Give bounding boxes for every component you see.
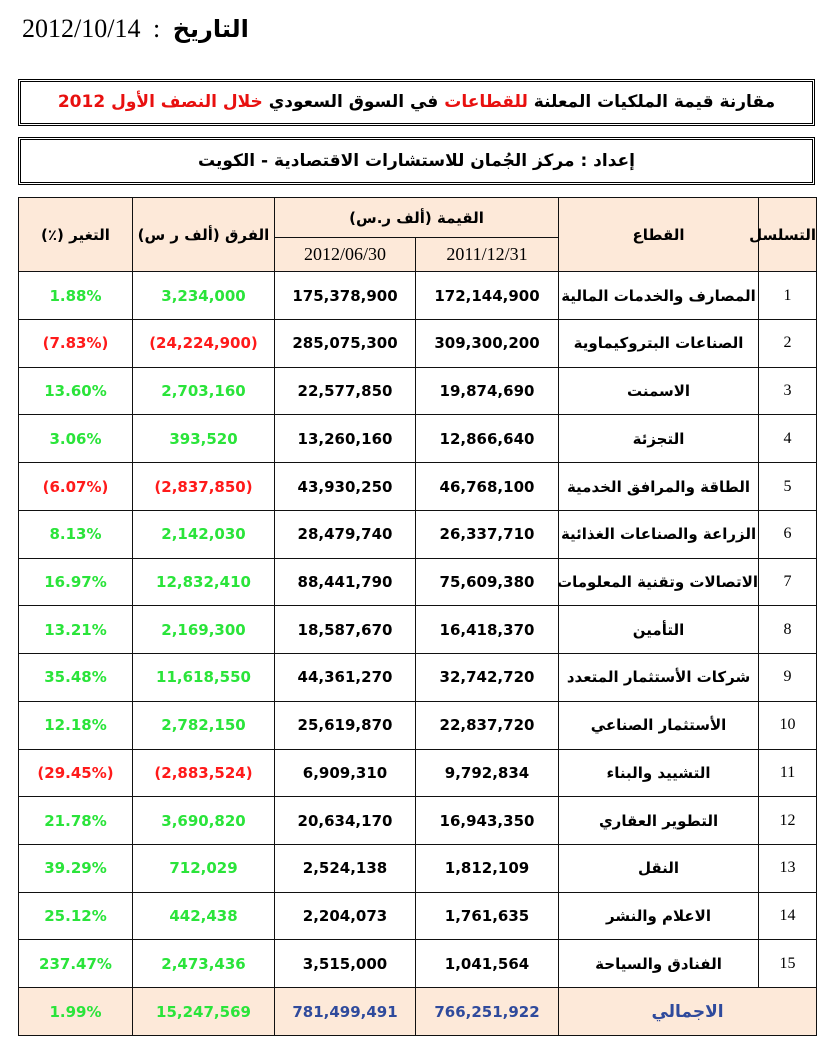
change-cell: 237.47% <box>19 940 133 988</box>
table-row <box>19 845 817 893</box>
diff-cell: (2,883,524) <box>133 749 275 797</box>
table-row <box>19 463 817 511</box>
value-2011-cell: 26,337,710 <box>416 510 559 558</box>
value-2011-cell: 32,742,720 <box>416 654 559 702</box>
value-2012-cell: 28,479,740 <box>275 510 416 558</box>
change-cell: (29.45%) <box>19 749 133 797</box>
table-row <box>19 797 817 845</box>
sector-cell: النقل <box>559 845 759 893</box>
value-2011-cell: 19,874,690 <box>416 367 559 415</box>
sector-cell: شركات الأستثمار المتعدد <box>559 654 759 702</box>
sector-cell: الزراعة والصناعات الغذائية <box>559 510 759 558</box>
change-cell: 25.12% <box>19 892 133 940</box>
diff-cell: 2,142,030 <box>133 510 275 558</box>
value-2012-cell: 285,075,300 <box>275 319 416 367</box>
change-cell: 16.97% <box>19 558 133 606</box>
seq-cell: 7 <box>759 558 817 606</box>
sector-cell: التجزئة <box>559 415 759 463</box>
seq-cell: 5 <box>759 463 817 511</box>
diff-cell: 2,169,300 <box>133 606 275 654</box>
value-2012-cell: 2,204,073 <box>275 892 416 940</box>
table-row <box>19 272 817 320</box>
seq-cell: 11 <box>759 749 817 797</box>
title-part-1: مقارنة قيمة الملكيات المعلنة <box>527 92 776 112</box>
change-cell: 12.18% <box>19 701 133 749</box>
report-source <box>18 137 815 185</box>
diff-cell: 2,782,150 <box>133 701 275 749</box>
seq-cell: 8 <box>759 606 817 654</box>
value-2012-cell: 2,524,138 <box>275 845 416 893</box>
sector-cell: الفنادق والسياحة <box>559 940 759 988</box>
total-row <box>19 988 817 1036</box>
diff-cell: 393,520 <box>133 415 275 463</box>
value-2011-cell: 309,300,200 <box>416 319 559 367</box>
value-2011-cell: 172,144,900 <box>416 272 559 320</box>
total-label-cell: الاجمالي <box>559 988 817 1036</box>
seq-cell: 3 <box>759 367 817 415</box>
header-diff: الفرق (ألف ر س) <box>133 198 275 272</box>
change-cell: 13.60% <box>19 367 133 415</box>
change-cell: 8.13% <box>19 510 133 558</box>
value-2011-cell: 1,761,635 <box>416 892 559 940</box>
table-row <box>19 654 817 702</box>
diff-cell: (2,837,850) <box>133 463 275 511</box>
sector-cell: الاعلام والنشر <box>559 892 759 940</box>
value-2012-cell: 44,361,270 <box>275 654 416 702</box>
sector-cell: الاسمنت <box>559 367 759 415</box>
seq-cell: 2 <box>759 319 817 367</box>
title-part-4: خلال النصف الأول 2012 <box>57 92 263 112</box>
seq-cell: 15 <box>759 940 817 988</box>
change-cell: 39.29% <box>19 845 133 893</box>
table-row <box>19 892 817 940</box>
diff-cell: 3,234,000 <box>133 272 275 320</box>
change-cell: 1.88% <box>19 272 133 320</box>
header-date-2012: 2012/06/30 <box>275 238 416 272</box>
diff-cell: (24,224,900) <box>133 319 275 367</box>
date-value: 2012/10/14 <box>22 14 141 43</box>
value-2011-cell: 22,837,720 <box>416 701 559 749</box>
table-row <box>19 367 817 415</box>
value-2012-cell: 3,515,000 <box>275 940 416 988</box>
value-2012-cell: 20,634,170 <box>275 797 416 845</box>
diff-cell: 2,703,160 <box>133 367 275 415</box>
title-part-2: للقطاعات <box>444 92 528 112</box>
table-row <box>19 319 817 367</box>
table-body <box>19 198 817 1036</box>
change-cell: 21.78% <box>19 797 133 845</box>
diff-cell: 2,473,436 <box>133 940 275 988</box>
value-2012-cell: 43,930,250 <box>275 463 416 511</box>
table-row <box>19 415 817 463</box>
diff-cell: 3,690,820 <box>133 797 275 845</box>
report-title <box>18 79 815 126</box>
sector-cell: الأستثمار الصناعي <box>559 701 759 749</box>
total-change-cell: 1.99% <box>19 988 133 1036</box>
date-label: التاريخ <box>172 15 249 43</box>
value-2012-cell: 6,909,310 <box>275 749 416 797</box>
change-cell: 13.21% <box>19 606 133 654</box>
change-cell: 35.48% <box>19 654 133 702</box>
diff-cell: 442,438 <box>133 892 275 940</box>
seq-cell: 10 <box>759 701 817 749</box>
sector-cell: التأمين <box>559 606 759 654</box>
value-2011-cell: 46,768,100 <box>416 463 559 511</box>
value-2011-cell: 12,866,640 <box>416 415 559 463</box>
seq-cell: 9 <box>759 654 817 702</box>
table-row <box>19 701 817 749</box>
date-colon: : <box>152 14 161 43</box>
total-diff-cell: 15,247,569 <box>133 988 275 1036</box>
table-row <box>19 558 817 606</box>
value-2011-cell: 9,792,834 <box>416 749 559 797</box>
value-2012-cell: 13,260,160 <box>275 415 416 463</box>
sector-cell: الاتصالات وتقنية المعلومات <box>559 558 759 606</box>
sector-cell: الطاقة والمرافق الخدمية <box>559 463 759 511</box>
value-2012-cell: 88,441,790 <box>275 558 416 606</box>
table-row <box>19 749 817 797</box>
value-2012-cell: 18,587,670 <box>275 606 416 654</box>
seq-cell: 4 <box>759 415 817 463</box>
header-value: القيمة (ألف ر.س) <box>275 198 559 238</box>
header-row-top <box>19 198 817 238</box>
seq-cell: 6 <box>759 510 817 558</box>
table-row <box>19 510 817 558</box>
value-2011-cell: 75,609,380 <box>416 558 559 606</box>
seq-cell: 1 <box>759 272 817 320</box>
seq-cell: 13 <box>759 845 817 893</box>
diff-cell: 12,832,410 <box>133 558 275 606</box>
total-value-2011-cell: 766,251,922 <box>416 988 559 1036</box>
total-value-2012-cell: 781,499,491 <box>275 988 416 1036</box>
table-row <box>19 940 817 988</box>
title-part-3: في السوق السعودي <box>262 92 445 112</box>
value-2011-cell: 1,041,564 <box>416 940 559 988</box>
value-2011-cell: 16,418,370 <box>416 606 559 654</box>
seq-cell: 12 <box>759 797 817 845</box>
header-change: التغير (٪) <box>19 198 133 272</box>
change-cell: (6.07%) <box>19 463 133 511</box>
sector-cell: التطوير العقاري <box>559 797 759 845</box>
change-cell: 3.06% <box>19 415 133 463</box>
value-2012-cell: 25,619,870 <box>275 701 416 749</box>
sector-cell: التشييد والبناء <box>559 749 759 797</box>
header-sector: القطاع <box>559 198 759 272</box>
diff-cell: 712,029 <box>133 845 275 893</box>
source-text: إعداد : مركز الجُمان للاستشارات الاقتصادية - الكويت <box>198 151 635 171</box>
change-cell: (7.83%) <box>19 319 133 367</box>
diff-cell: 11,618,550 <box>133 654 275 702</box>
header-date-2011: 2011/12/31 <box>416 238 559 272</box>
value-2011-cell: 1,812,109 <box>416 845 559 893</box>
header-seq: التسلسل <box>759 198 817 272</box>
sector-cell: المصارف والخدمات المالية <box>559 272 759 320</box>
value-2011-cell: 16,943,350 <box>416 797 559 845</box>
sector-comparison-table <box>18 197 817 1036</box>
seq-cell: 14 <box>759 892 817 940</box>
table-row <box>19 606 817 654</box>
report-date <box>22 12 249 46</box>
value-2012-cell: 175,378,900 <box>275 272 416 320</box>
value-2012-cell: 22,577,850 <box>275 367 416 415</box>
sector-cell: الصناعات البتروكيماوية <box>559 319 759 367</box>
